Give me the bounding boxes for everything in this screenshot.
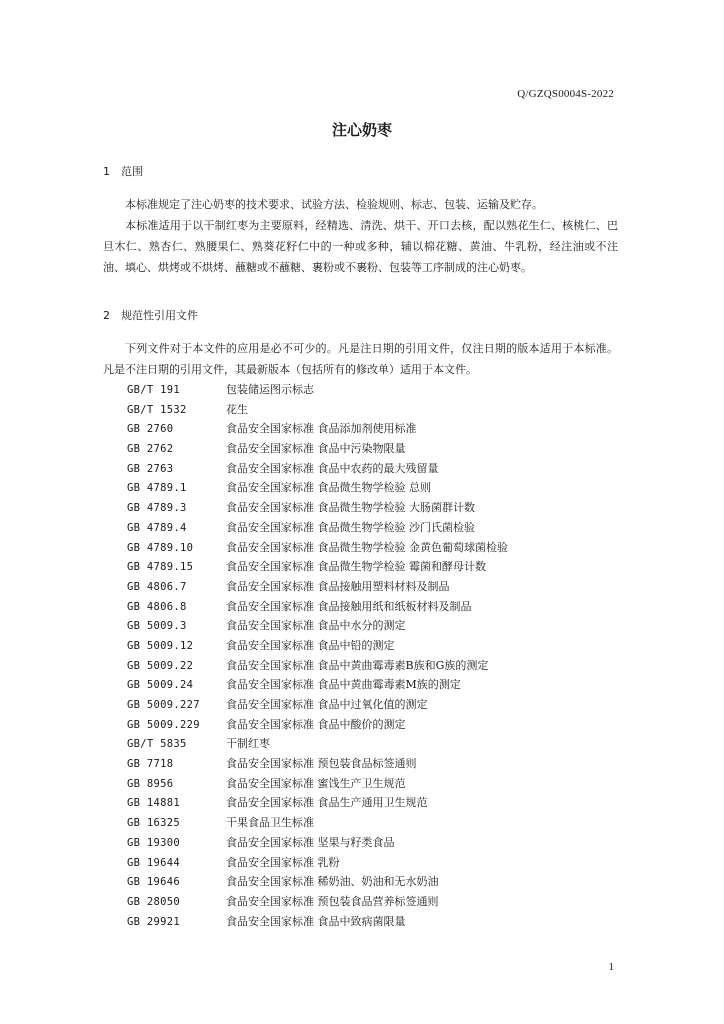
reference-item	[127, 459, 508, 479]
scope-paragraph-1: 本标准规定了注心奶枣的技术要求、试验方法、检验规则、标志、包装、运输及贮存。	[125, 198, 543, 211]
reference-item	[127, 774, 508, 794]
reference-item	[127, 498, 508, 518]
reference-title: 包装储运图示标志	[226, 383, 314, 396]
reference-item	[127, 833, 508, 853]
document-title: 注心奶枣	[331, 121, 392, 139]
section-number: 1	[103, 165, 110, 178]
section-heading-scope	[103, 163, 143, 179]
reference-code: GB 2760	[127, 423, 174, 436]
reference-item	[127, 734, 508, 754]
reference-item	[127, 656, 508, 676]
reference-code: GB 29921	[127, 915, 180, 928]
reference-code: GB 5009.22	[127, 659, 194, 672]
reference-code: GB 2762	[127, 443, 174, 456]
reference-title: 食品安全国家标准 稀奶油、奶油和无水奶油	[226, 875, 439, 889]
reference-title: 食品安全国家标准 食品微生物学检验 霉菌和酵母计数	[226, 560, 486, 574]
reference-code: GB 19646	[127, 876, 180, 889]
reference-title: 食品安全国家标准 食品接触用塑料材料及制品	[226, 579, 450, 593]
reference-title: 食品安全国家标准 食品微生物学检验 金黄色葡萄球菌检验	[226, 540, 508, 554]
reference-item	[127, 597, 508, 617]
reference-item	[127, 380, 508, 400]
reference-list	[127, 380, 508, 931]
reference-code: GB 16325	[127, 817, 180, 830]
reference-item	[127, 439, 508, 459]
scope-paragraph-2: 本标准适用于以干制红枣为主要原料，经精选、清洗、烘干、开口去核，配以熟花生仁、核桃仁、巴旦木仁、熟杏仁、熟腰果仁、熟葵花籽仁中的一种或多种，辅以棉花糖、黄油、牛乳粉，经注油或不注油、填心、烘烤或不烘烤、蘸糖或不蘸糖、裹粉或不裹粉、包装等工序制成的注心奶枣。	[103, 219, 618, 274]
reference-code: GB 4806.7	[127, 580, 187, 593]
reference-item	[127, 695, 508, 715]
reference-code: GB 8956	[127, 777, 174, 790]
reference-item	[127, 419, 508, 439]
section-title: 规范性引用文件	[121, 309, 198, 322]
reference-item	[127, 616, 508, 636]
standard-code: Q/GZQS0004S-2022	[517, 88, 614, 100]
reference-title: 食品安全国家标准 食品中过氧化值的测定	[226, 698, 428, 711]
reference-code: GB 4806.8	[127, 600, 187, 613]
reference-title: 食品安全国家标准 食品添加剂使用标准	[226, 422, 417, 436]
reference-code: GB 4789.3	[127, 502, 187, 515]
reference-title: 食品安全国家标准 蜜饯生产卫生规范	[226, 776, 406, 790]
reference-item	[127, 675, 508, 695]
section-title: 范围	[121, 165, 143, 178]
reference-title: 食品安全国家标准 食品接触用纸和纸板材料及制品	[226, 599, 472, 613]
reference-title: 食品安全国家标准 食品生产通用卫生规范	[226, 796, 428, 810]
reference-item	[127, 538, 508, 558]
reference-title: 食品安全国家标准 食品微生物学检验 沙门氏菌检验	[226, 520, 475, 534]
reference-title: 干制红枣	[226, 737, 270, 751]
reference-title: 食品安全国家标准 预包装食品标签通则	[226, 757, 417, 771]
reference-item	[127, 912, 508, 932]
reference-title: 食品安全国家标准 预包装食品营养标签通则	[226, 894, 439, 908]
reference-title: 食品安全国家标准 食品中酸价的测定	[226, 717, 406, 731]
reference-title: 食品安全国家标准 食品中农药的最大残留量	[226, 461, 439, 475]
reference-item	[127, 715, 508, 735]
reference-code: GB 5009.24	[127, 679, 194, 692]
reference-title: 食品安全国家标准 坚果与籽类食品	[226, 835, 395, 849]
reference-title: 花生	[226, 402, 248, 416]
reference-item	[127, 813, 508, 833]
reference-title: 食品安全国家标准 食品中水分的测定	[226, 619, 406, 633]
reference-code: GB 4789.15	[127, 561, 194, 574]
reference-item	[127, 872, 508, 892]
reference-code: GB/T 5835	[127, 738, 187, 751]
references-intro-paragraph: 下列文件对于本文件的应用是必不可少的。凡是注日期的引用文件，仅注日期的版本适用于本标准。凡是不注日期的引用文件，其最新版本（包括所有的修改单）适用于本文件。	[103, 342, 618, 376]
reference-title: 食品安全国家标准 乳粉	[226, 855, 340, 869]
reference-item	[127, 577, 508, 597]
reference-item	[127, 853, 508, 873]
reference-code: GB 5009.227	[127, 699, 200, 711]
reference-code: GB 4789.1	[127, 482, 187, 495]
reference-title: 食品安全国家标准 食品中黄曲霉毒素M族的测定	[226, 678, 461, 692]
reference-title: 食品安全国家标准 食品中污染物限量	[226, 442, 406, 456]
reference-item	[127, 636, 508, 656]
reference-code: GB 14881	[127, 797, 180, 810]
reference-code: GB 7718	[127, 758, 174, 771]
reference-item	[127, 400, 508, 420]
page-number: 1	[608, 961, 614, 973]
reference-code: GB/T 191	[127, 384, 180, 396]
reference-code: GB 4789.4	[127, 521, 187, 534]
section-heading-normative-references	[103, 307, 198, 323]
reference-title: 食品安全国家标准 食品微生物学检验 总则	[226, 481, 431, 495]
reference-item	[127, 478, 508, 498]
reference-item	[127, 793, 508, 813]
reference-title: 食品安全国家标准 食品微生物学检验 大肠菌群计数	[226, 501, 475, 515]
reference-code: GB 19300	[127, 836, 180, 849]
reference-item	[127, 557, 508, 577]
reference-code: GB 28050	[127, 895, 180, 908]
reference-code: GB 5009.229	[127, 718, 200, 731]
reference-code: GB 4789.10	[127, 541, 194, 554]
reference-title: 食品安全国家标准 食品中铅的测定	[226, 638, 395, 652]
reference-code: GB 5009.3	[127, 620, 187, 633]
reference-title: 食品安全国家标准 食品中致病菌限量	[226, 914, 406, 928]
reference-code: GB 19644	[127, 856, 180, 869]
reference-title: 干果食品卫生标准	[226, 816, 314, 830]
section-number: 2	[103, 309, 110, 322]
reference-code: GB 2763	[127, 462, 174, 475]
reference-item	[127, 518, 508, 538]
reference-code: GB 5009.12	[127, 639, 194, 652]
reference-item	[127, 892, 508, 912]
reference-code: GB/T 1532	[127, 403, 187, 416]
reference-item	[127, 754, 508, 774]
reference-title: 食品安全国家标准 食品中黄曲霉毒素B族和G族的测定	[226, 658, 489, 672]
